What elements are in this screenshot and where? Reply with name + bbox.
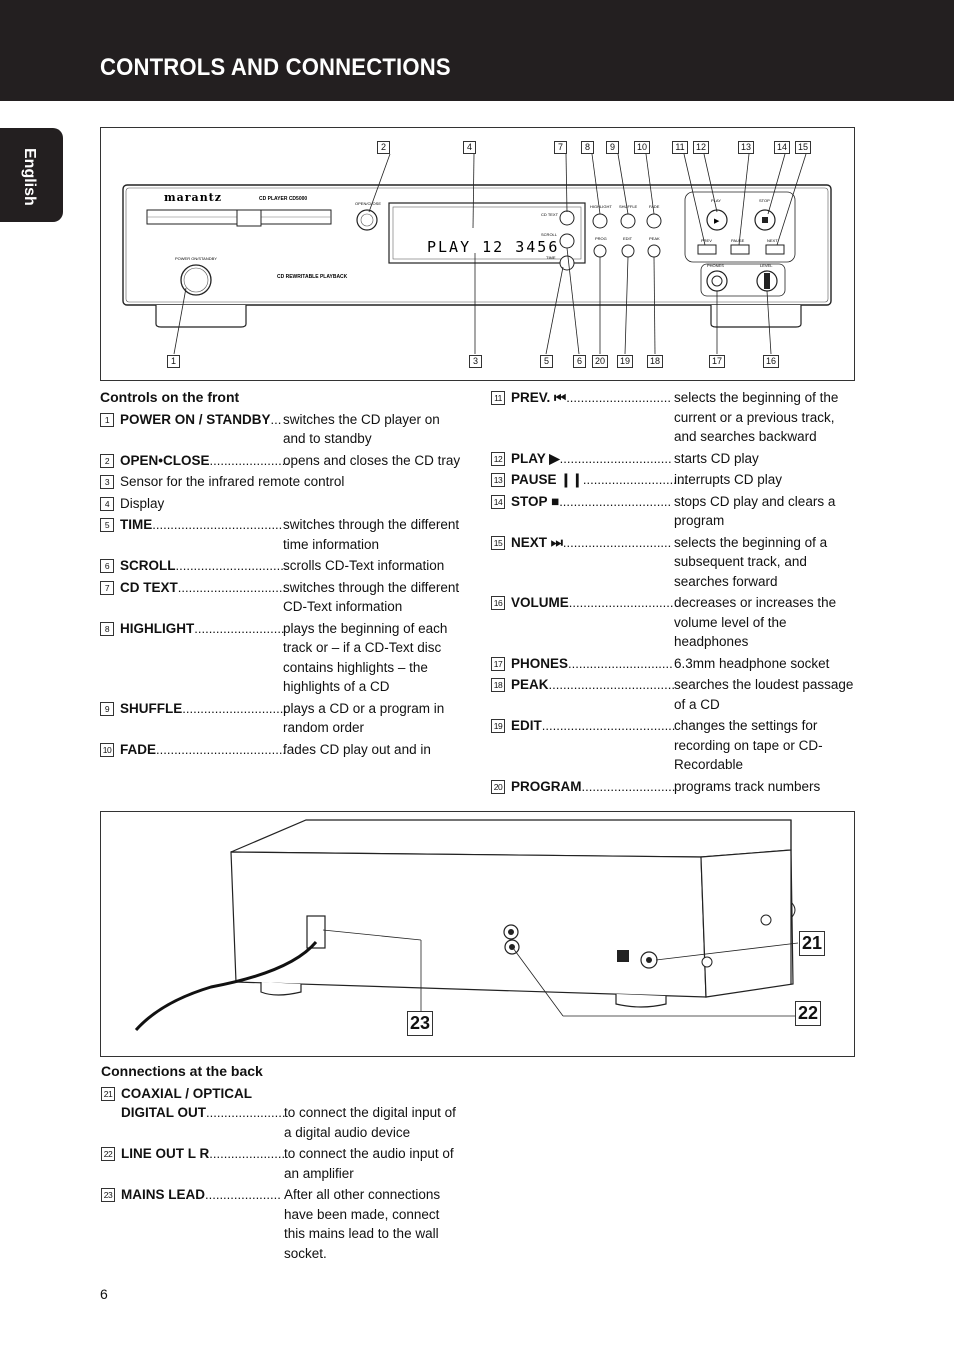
page-number: 6: [100, 1286, 108, 1302]
svg-text:FADE: FADE: [649, 204, 660, 209]
svg-text:STOP: STOP: [759, 198, 770, 203]
control-item: 1 POWER ON / STANDBY ... switches the CD player on and to standby: [100, 410, 465, 449]
svg-text:NEXT: NEXT: [767, 238, 778, 243]
control-item: 20 PROGRAM .......................... programs track numbers: [491, 777, 856, 797]
callout-14: 14: [774, 141, 790, 154]
connections-section-title: Connections at the back: [101, 1063, 263, 1079]
language-tab-label: English: [21, 148, 38, 206]
control-item: 7 CD TEXT .............................. switches through the different CD-Text information: [100, 578, 465, 617]
callout-10: 10: [634, 141, 650, 154]
language-tab: [0, 128, 63, 222]
controls-section-title: Controls on the front: [100, 389, 240, 405]
callout-22: 22: [795, 1001, 821, 1026]
control-item: 15 NEXT ⏭ .............................. selects the beginning of a subsequent track, and searches forward: [491, 533, 856, 592]
control-item: 18 PEAK ................................... searches the loudest passage of a CD: [491, 675, 856, 714]
callout-11: 11: [672, 141, 688, 154]
svg-text:PREV: PREV: [701, 238, 712, 243]
callout-9: 9: [606, 141, 619, 154]
control-item: 14 STOP ■ ............................... stops CD play and clears a program: [491, 492, 856, 531]
callout-15: 15: [795, 141, 811, 154]
controls-left-column: [100, 388, 465, 761]
connection-item: 21 COAXIAL / OPTICAL: [101, 1084, 466, 1104]
callout-16: 16: [763, 355, 779, 368]
svg-text:PROG: PROG: [595, 236, 607, 241]
callout-18: 18: [647, 355, 663, 368]
callout-3: 3: [469, 355, 482, 368]
brand-logo: marantz: [164, 191, 223, 204]
svg-text:OPEN/CLOSE: OPEN/CLOSE: [355, 201, 382, 206]
callout-1: 1: [167, 355, 180, 368]
callout-4: 4: [463, 141, 476, 154]
back-panel-figure: [100, 811, 855, 1057]
control-item: 16 VOLUME ............................. decreases or increases the volume level of the headphones: [491, 593, 856, 652]
svg-text:EDIT: EDIT: [623, 236, 633, 241]
callout-19: 19: [617, 355, 633, 368]
control-item: 4 Display: [100, 494, 465, 514]
svg-text:CD TEXT: CD TEXT: [541, 212, 559, 217]
connection-item: 22 LINE OUT L R ..................... to connect the audio input of an amplifier: [101, 1144, 466, 1183]
callout-8: 8: [581, 141, 594, 154]
control-item: 10 FADE .................................... fades CD play out and in: [100, 740, 465, 760]
callout-23: 23: [407, 1011, 433, 1036]
control-item: 13 PAUSE ❙❙ ............................. interrupts CD play: [491, 470, 856, 490]
svg-text:SCROLL: SCROLL: [541, 232, 558, 237]
back-panel-drawing: [101, 812, 856, 1058]
svg-text:PAUSE: PAUSE: [731, 238, 745, 243]
control-item: 11 PREV. ⏮ ............................. selects the beginning of the current or a previous track, and searches backward: [491, 388, 856, 447]
control-item: 6 SCROLL ............................... scrolls CD-Text information: [100, 556, 465, 576]
display-readout: PLAY 12 3456: [427, 238, 560, 256]
callout-20: 20: [592, 355, 608, 368]
callout-6: 6: [573, 355, 586, 368]
callout-2: 2: [377, 141, 390, 154]
callout-12: 12: [693, 141, 709, 154]
control-item: 3 Sensor for the infrared remote control: [100, 472, 465, 492]
callout-21: 21: [799, 931, 825, 956]
callout-13: 13: [738, 141, 754, 154]
svg-text:PHONES: PHONES: [707, 263, 724, 268]
front-panel-drawing: [101, 128, 856, 382]
svg-text:SHUFFLE: SHUFFLE: [619, 204, 638, 209]
page-title: CONTROLS AND CONNECTIONS: [100, 54, 451, 81]
model-label: CD PLAYER CD5000: [259, 196, 308, 202]
control-item: 5 TIME .................................... switches through the different time information: [100, 515, 465, 554]
control-item: 9 SHUFFLE ............................. plays a CD or a program in random order: [100, 699, 465, 738]
callout-17: 17: [709, 355, 725, 368]
control-item: 8 HIGHLIGHT ......................... plays the beginning of each track or – if a CD-Text disc contains highlights – the highlights of a CD: [100, 619, 465, 697]
callout-7: 7: [554, 141, 567, 154]
svg-text:HIGHLIGHT: HIGHLIGHT: [590, 204, 612, 209]
page-header: [0, 0, 954, 101]
svg-text:PLAY: PLAY: [711, 198, 721, 203]
controls-right-column: [491, 388, 856, 798]
connection-item: DIGITAL OUT ...................... to connect the digital input of a digital audio device: [121, 1105, 456, 1140]
svg-text:LEVEL: LEVEL: [760, 263, 773, 268]
connections-column: [101, 1062, 466, 1265]
svg-text:TIME: TIME: [546, 255, 556, 260]
svg-text:▶: ▶: [714, 218, 720, 225]
control-item: 2 OPEN•CLOSE ...................... opens and closes the CD tray: [100, 451, 465, 471]
callout-5: 5: [540, 355, 553, 368]
control-item: 17 PHONES ............................. 6.3mm headphone socket: [491, 654, 856, 674]
control-item: 19 EDIT ..................................... changes the settings for recording on tape or CD-Recordable: [491, 716, 856, 775]
svg-text:CD REWRITABLE PLAYBACK: CD REWRITABLE PLAYBACK: [277, 274, 348, 280]
control-item: 12 PLAY ▶ ............................... starts CD play: [491, 449, 856, 469]
connection-item: 23 MAINS LEAD ..................... After all other connections have been made, connect this mains lead to the wall socket.: [101, 1185, 466, 1263]
svg-text:POWER ON/STANDBY: POWER ON/STANDBY: [175, 256, 217, 261]
front-panel-figure: [100, 127, 855, 381]
svg-text:PEAK: PEAK: [649, 236, 660, 241]
